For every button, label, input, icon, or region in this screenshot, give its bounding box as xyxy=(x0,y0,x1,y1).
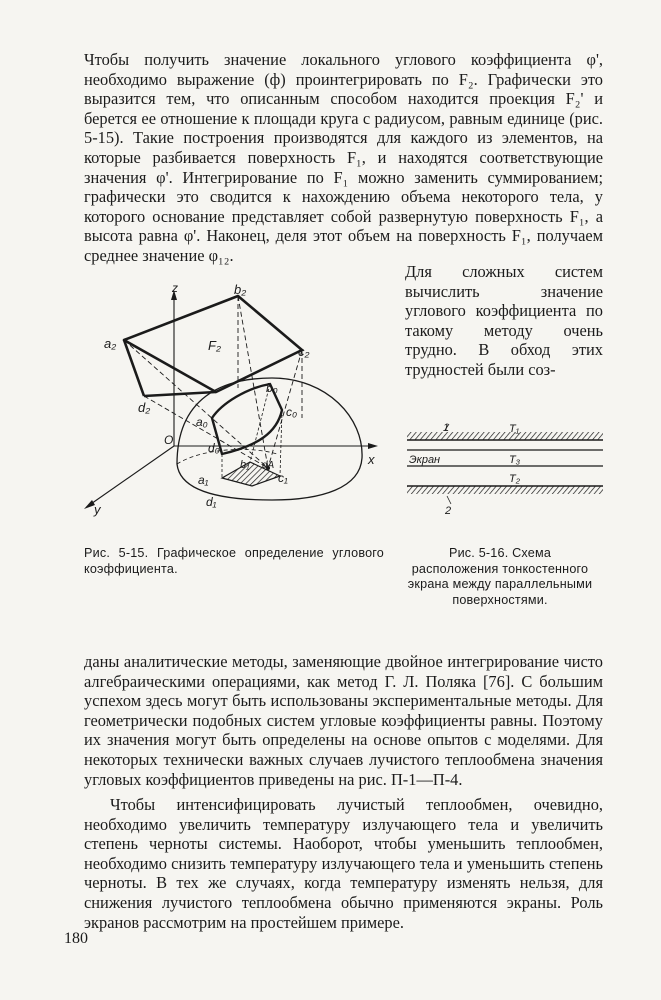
figure-5-15 xyxy=(72,278,382,528)
caption-figure-5-15: Рис. 5-15. Графическое определение углового коэффициента. xyxy=(84,546,384,576)
label-b2: b₂ xyxy=(234,282,247,297)
label-t2: T₂ xyxy=(509,473,520,485)
paragraph-intro: Чтобы получить значение локального углового коэффициента φ', необходимо выражение (ф) проинтегрировать по F₂. Графически это выразится тем, что описанным способом находится проекция F₂' и берется ее отношение к площади круга с радиусом, равным единице (рис. 5-15). Такие построения производятся для каждого из элементов, на которые разбивается поверхность F₁, и находятся соответствующие значения φ'. Интегрирование по F₁ можно заменить суммированием; графически это сводится к нахождению объема некоторого тела, у которого основание представляет собой развернутую поверхность F₁, а высота равна φ'. Наконец, деля этот объем на поверхность F₁, получаем среднее значение φ₁₂. xyxy=(84,50,603,265)
label-c1: c₁ xyxy=(278,471,288,485)
label-b1: b₁ xyxy=(240,459,250,471)
label-origin: O xyxy=(164,433,174,447)
figure-5-16 xyxy=(405,420,605,520)
label-a0: a₀ xyxy=(196,415,208,429)
surface-2 xyxy=(407,486,603,494)
label-surface-2: 2 xyxy=(445,505,452,517)
label-c2: c₂ xyxy=(298,344,310,359)
label-a2: a₂ xyxy=(104,336,117,351)
label-t1: T₁ xyxy=(509,423,520,435)
label-surface-1: 1 xyxy=(443,422,450,434)
label-a1: a₁ xyxy=(198,473,209,487)
page-number: 180 xyxy=(64,930,88,947)
y-axis xyxy=(88,446,174,506)
label-b0: b₀ xyxy=(266,381,278,395)
label-t3: T₃ xyxy=(509,454,521,466)
label-x: x xyxy=(368,452,375,467)
label-d1: d₁ xyxy=(206,495,217,509)
side-text-column: Для сложных систем вычислить значение углового коэффициента по такому методу очень трудно. В обход этих трудностей были соз- xyxy=(405,262,603,379)
label-c0: c₀ xyxy=(286,405,298,419)
surface-1 xyxy=(407,432,603,440)
label-d0: d₀ xyxy=(208,441,220,455)
label-da: dA xyxy=(262,460,275,471)
label-z: z xyxy=(172,281,178,295)
label-f2: F₂ xyxy=(208,338,221,353)
paragraph-screens: Чтобы интенсифицировать лучистый теплообмен, очевидно, необходимо увеличить температуру излучающего тела и увеличить степень черноты системы. Наоборот, чтобы уменьшить теплообмен, необходимо снизить температуру излучающего тела и уменьшить степень черноты. В тех же случаях, когда температуру изменять нельзя, для снижения лучистого теплообмена обычно применяются экраны. Роль экранов рассмотрим на простейшем примере. xyxy=(84,795,603,932)
paragraph-methods: даны аналитические методы, заменяющие двойное интегрирование чисто алгебраическими операциями, как метод Г. Л. Поляка [76]. С большим успехом здесь могут быть использованы экспериментальные методы. Для геометрически подобных систем угловые коэффициенты равны. Поэтому их значения могут быть определены на основе опытов с моделями. Для некоторых технически важных случаев лучистого теплообмена значения угловых коэффициентов приведены на рис. П-1—П-4. xyxy=(84,652,603,789)
label-y: y xyxy=(94,502,101,517)
label-screen: Экран xyxy=(409,454,441,466)
label-d2: d₂ xyxy=(138,400,151,415)
caption-figure-5-16: Рис. 5-16. Схема расположения тонкостенного экрана между параллельными поверхностями. xyxy=(407,546,593,607)
